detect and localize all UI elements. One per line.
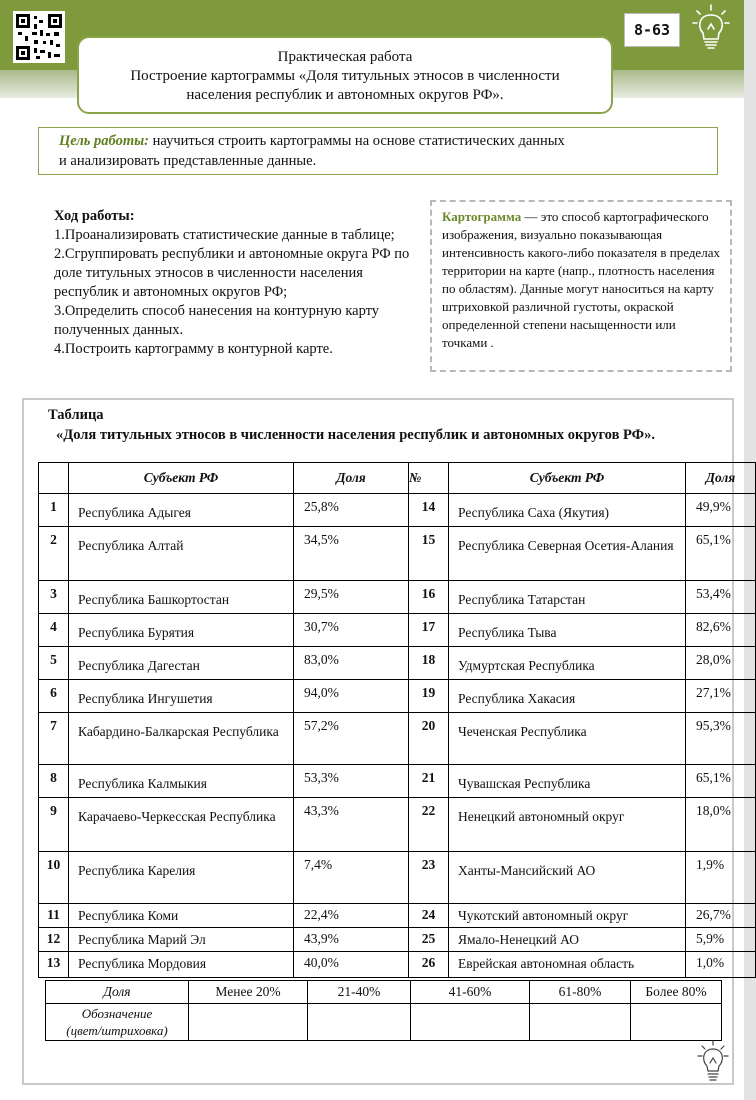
subject-name: Республика Хакасия	[449, 680, 686, 713]
share-value: 29,5%	[294, 581, 409, 614]
subject-name: Республика Татарстан	[449, 581, 686, 614]
row-number: 1	[39, 494, 69, 527]
share-value: 65,1%	[686, 527, 756, 581]
row-number: 24	[409, 904, 449, 928]
share-value: 1,0%	[686, 952, 756, 978]
legend-fill-cell[interactable]	[530, 1004, 631, 1041]
legend-range: Менее 20%	[189, 981, 308, 1004]
subject-name: Кабардино-Балкарская Республика	[69, 713, 294, 765]
lightbulb-icon	[697, 1040, 729, 1084]
share-value: 82,6%	[686, 614, 756, 647]
share-value: 43,9%	[294, 928, 409, 952]
subject-name: Чувашская Республика	[449, 765, 686, 798]
title-line: населения республик и автономных округов РФ».	[186, 87, 504, 103]
table-row	[39, 798, 756, 852]
legend-fill-cell[interactable]	[411, 1004, 530, 1041]
step-item: 3.Определить способ нанесения на контурную карту полученных данных.	[54, 303, 380, 338]
row-number: 7	[39, 713, 69, 765]
table-row	[39, 647, 756, 680]
subject-name: Карачаево-Черкесская Республика	[69, 798, 294, 852]
row-number: 8	[39, 765, 69, 798]
goal-label: Цель работы:	[59, 133, 150, 149]
share-value: 1,9%	[686, 852, 756, 904]
share-value: 30,7%	[294, 614, 409, 647]
subject-name: Республика Марий Эл	[69, 928, 294, 952]
table-caption-label: Таблица	[48, 407, 104, 423]
share-value: 40,0%	[294, 952, 409, 978]
share-value: 53,4%	[686, 581, 756, 614]
subject-name: Республика Северная Осетия-Алания	[449, 527, 686, 581]
legend-designation-row	[46, 1004, 722, 1041]
definition-text: — это способ картографического изображения, визуально показывающая интенсивность какого-либо показателя в пределах территории на карте (напр., плотность населения по областям). Данные могут наноситься на карту штриховкой различной густоты, окраской определенной степени насыщенности или точками .	[442, 209, 720, 350]
row-number: 19	[409, 680, 449, 713]
subject-name: Чеченская Республика	[449, 713, 686, 765]
row-number: 11	[39, 904, 69, 928]
subject-name: Еврейская автономная область	[449, 952, 686, 978]
header-share: Доля	[686, 463, 756, 494]
data-table	[38, 462, 756, 978]
row-number: 3	[39, 581, 69, 614]
subject-name: Республика Калмыкия	[69, 765, 294, 798]
legend-header-row	[46, 981, 722, 1004]
share-value: 7,4%	[294, 852, 409, 904]
subject-name: Республика Карелия	[69, 852, 294, 904]
share-value: 53,3%	[294, 765, 409, 798]
legend-table	[45, 980, 722, 1041]
share-value: 49,9%	[686, 494, 756, 527]
legend-designation-line: Обозначение	[81, 1006, 153, 1021]
share-value: 5,9%	[686, 928, 756, 952]
share-value: 27,1%	[686, 680, 756, 713]
title-box	[77, 36, 613, 114]
share-value: 94,0%	[294, 680, 409, 713]
share-value: 26,7%	[686, 904, 756, 928]
subject-name: Республика Тыва	[449, 614, 686, 647]
legend-fill-cell[interactable]	[308, 1004, 411, 1041]
header-subject: Субъект РФ	[449, 463, 686, 494]
table-row	[39, 527, 756, 581]
header-subject: Субъект РФ	[69, 463, 294, 494]
subject-name: Ямало-Ненецкий АО	[449, 928, 686, 952]
row-number: 21	[409, 765, 449, 798]
legend-fill-cell[interactable]	[631, 1004, 722, 1041]
share-value: 28,0%	[686, 647, 756, 680]
steps-section	[54, 207, 424, 359]
subject-name: Республика Коми	[69, 904, 294, 928]
table-row	[39, 952, 756, 978]
row-number: 15	[409, 527, 449, 581]
step-item: 4.Построить картограмму в контурной карте.	[54, 341, 333, 357]
share-value: 95,3%	[686, 713, 756, 765]
definition-term: Картограмма	[442, 209, 522, 224]
subject-name: Республика Саха (Якутия)	[449, 494, 686, 527]
header-num: №	[409, 463, 449, 494]
goal-box	[38, 127, 718, 175]
row-number: 9	[39, 798, 69, 852]
row-number: 5	[39, 647, 69, 680]
row-number: 14	[409, 494, 449, 527]
table-caption	[48, 405, 738, 445]
legend-range: 61-80%	[530, 981, 631, 1004]
row-number: 6	[39, 680, 69, 713]
legend-share-label: Доля	[46, 981, 189, 1004]
steps-title: Ход работы:	[54, 208, 135, 224]
row-number: 23	[409, 852, 449, 904]
share-value: 57,2%	[294, 713, 409, 765]
subject-name: Республика Башкортостан	[69, 581, 294, 614]
row-number: 16	[409, 581, 449, 614]
share-value: 34,5%	[294, 527, 409, 581]
title-heading: Практическая работа	[277, 49, 413, 65]
subject-name: Республика Адыгея	[69, 494, 294, 527]
subject-name: Удмуртская Республика	[449, 647, 686, 680]
title-line: Построение картограммы «Доля титульных этносов в численности	[130, 68, 560, 84]
goal-text: и анализировать представленные данные.	[59, 153, 317, 169]
step-item: 1.Проанализировать статистические данные в таблице;	[54, 227, 395, 243]
table-row	[39, 581, 756, 614]
row-number: 22	[409, 798, 449, 852]
qr-code-icon	[13, 11, 65, 63]
subject-name: Чукотский автономный округ	[449, 904, 686, 928]
header-share: Доля	[294, 463, 409, 494]
legend-range: Более 80%	[631, 981, 722, 1004]
subject-name: Республика Бурятия	[69, 614, 294, 647]
subject-name: Ханты-Мансийский АО	[449, 852, 686, 904]
table-row	[39, 852, 756, 904]
share-value: 83,0%	[294, 647, 409, 680]
subject-name: Республика Дагестан	[69, 647, 294, 680]
subject-name: Республика Мордовия	[69, 952, 294, 978]
legend-fill-cell[interactable]	[189, 1004, 308, 1041]
share-value: 18,0%	[686, 798, 756, 852]
subject-name: Республика Алтай	[69, 527, 294, 581]
page-code-badge: 8-63	[624, 13, 680, 47]
share-value: 25,8%	[294, 494, 409, 527]
share-value: 65,1%	[686, 765, 756, 798]
row-number: 4	[39, 614, 69, 647]
share-value: 43,3%	[294, 798, 409, 852]
lightbulb-icon	[691, 3, 731, 53]
header-num	[39, 463, 69, 494]
row-number: 12	[39, 928, 69, 952]
row-number: 13	[39, 952, 69, 978]
legend-designation-line: (цвет/штриховка)	[66, 1023, 168, 1038]
row-number: 10	[39, 852, 69, 904]
table-row	[39, 713, 756, 765]
share-value: 22,4%	[294, 904, 409, 928]
row-number: 2	[39, 527, 69, 581]
subject-name: Республика Ингушетия	[69, 680, 294, 713]
row-number: 18	[409, 647, 449, 680]
row-number: 20	[409, 713, 449, 765]
legend-designation-label	[46, 1004, 189, 1041]
table-row	[39, 494, 756, 527]
table-row	[39, 680, 756, 713]
table-row	[39, 614, 756, 647]
row-number: 17	[409, 614, 449, 647]
row-number: 25	[409, 928, 449, 952]
table-row	[39, 928, 756, 952]
definition-box	[430, 200, 732, 372]
legend-range: 41-60%	[411, 981, 530, 1004]
goal-text: научиться строить картограммы на основе статистических данных	[149, 133, 565, 149]
legend-range: 21-40%	[308, 981, 411, 1004]
subject-name: Ненецкий автономный округ	[449, 798, 686, 852]
row-number: 26	[409, 952, 449, 978]
table-row	[39, 904, 756, 928]
step-item: 2.Сгруппировать республики и автономные округа РФ по доле титульных этносов в численности населения республик и автономных округов РФ;	[54, 246, 410, 300]
table-row	[39, 765, 756, 798]
table-caption-title: «Доля титульных этносов в численности населения республик и автономных округов РФ».	[56, 427, 655, 443]
table-header-row	[39, 463, 756, 494]
